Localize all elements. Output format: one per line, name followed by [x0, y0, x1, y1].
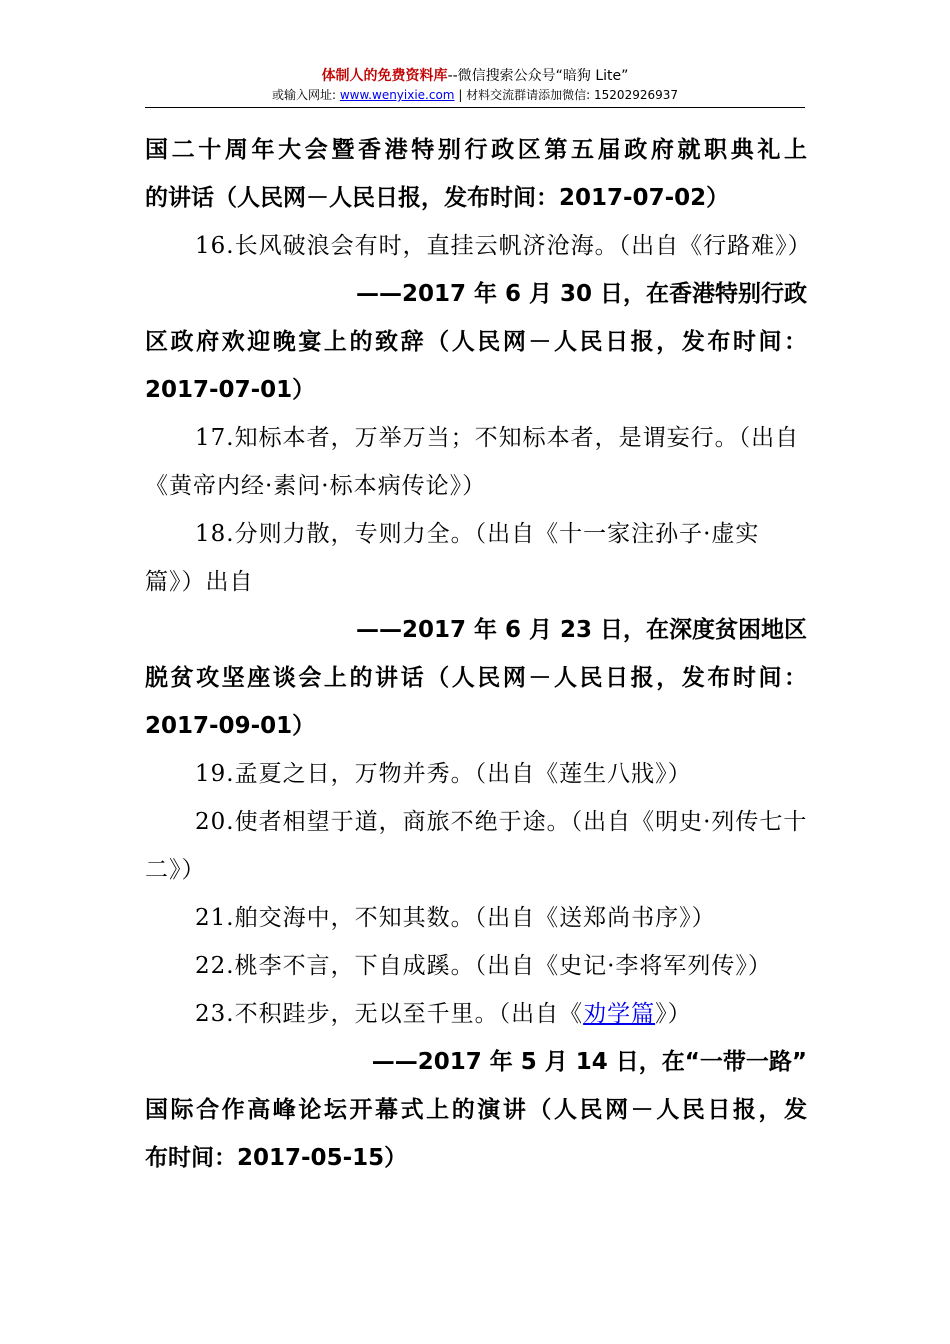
text-line: 区政府欢迎晚宴上的致辞（人民网－人民日报，发布时间：	[145, 329, 807, 355]
quote-line: 17.知标本者，万举万当；不知标本者，是谓妄行。（出自	[195, 425, 800, 451]
quote-text: 23.不积跬步，无以至千里。（出自《	[195, 1001, 584, 1027]
header-divider	[145, 107, 805, 108]
quote-line: 二》）	[145, 857, 206, 883]
site-url-link[interactable]: www.wenyixie.com	[339, 88, 455, 102]
page-header	[145, 66, 805, 104]
header-line-1	[145, 66, 805, 86]
quan-xue-pian-link[interactable]: 劝学篇	[583, 1001, 656, 1027]
quote-line: 16.长风破浪会有时，直挂云帆济沧海。（出自《行路难》）	[195, 233, 812, 259]
url-prefix: 或输入网址:	[271, 88, 340, 102]
document-body	[145, 126, 812, 1182]
quote-text: 》）	[655, 1001, 692, 1027]
source-line: ——2017 年 6 月 23 日，在深度贫困地区	[355, 617, 807, 643]
quote-line: 篇》）出自	[145, 569, 254, 595]
text-line: 2017-07-01）	[145, 377, 316, 403]
quote-line: 19.孟夏之日，万物并秀。（出自《莲生八戕》）	[195, 761, 692, 787]
quote-line	[145, 990, 807, 1038]
contact-text: | 材料交流群请添加微信: 15202926937	[454, 88, 679, 102]
text-line: 脱贫攻坚座谈会上的讲话（人民网－人民日报，发布时间：	[145, 665, 807, 691]
quote-line: 《黄帝内经·素问·标本病传论》）	[145, 473, 487, 499]
text-line: 国二十周年大会暨香港特别行政区第五届政府就职典礼上	[145, 137, 807, 163]
text-line: 2017-09-01）	[145, 713, 316, 739]
quote-line: 20.使者相望于道，商旅不绝于途。（出自《明史·列传七十	[195, 809, 808, 835]
wechat-text: --微信搜索公众号“暗狗 Lite”	[447, 68, 629, 84]
quote-line: 21.舶交海中，不知其数。（出自《送郑尚书序》）	[195, 905, 716, 931]
quote-line: 22.桃李不言，下自成蹊。（出自《史记·李将军列传》）	[195, 953, 772, 979]
source-line: ——2017 年 5 月 14 日，在“一带一路”	[371, 1049, 807, 1075]
text-line: 布时间：2017-05-15）	[145, 1145, 408, 1171]
header-line-2	[145, 86, 805, 104]
text-line: 的讲话（人民网－人民日报，发布时间：2017-07-02）	[145, 185, 730, 211]
quote-line: 18.分则力散，专则力全。（出自《十一家注孙子·虚实	[195, 521, 760, 547]
text-line: 国际合作高峰论坛开幕式上的演讲（人民网－人民日报，发	[145, 1097, 807, 1123]
source-line: ——2017 年 6 月 30 日，在香港特别行政	[355, 281, 807, 307]
site-name: 体制人的免费资料库	[321, 68, 448, 84]
